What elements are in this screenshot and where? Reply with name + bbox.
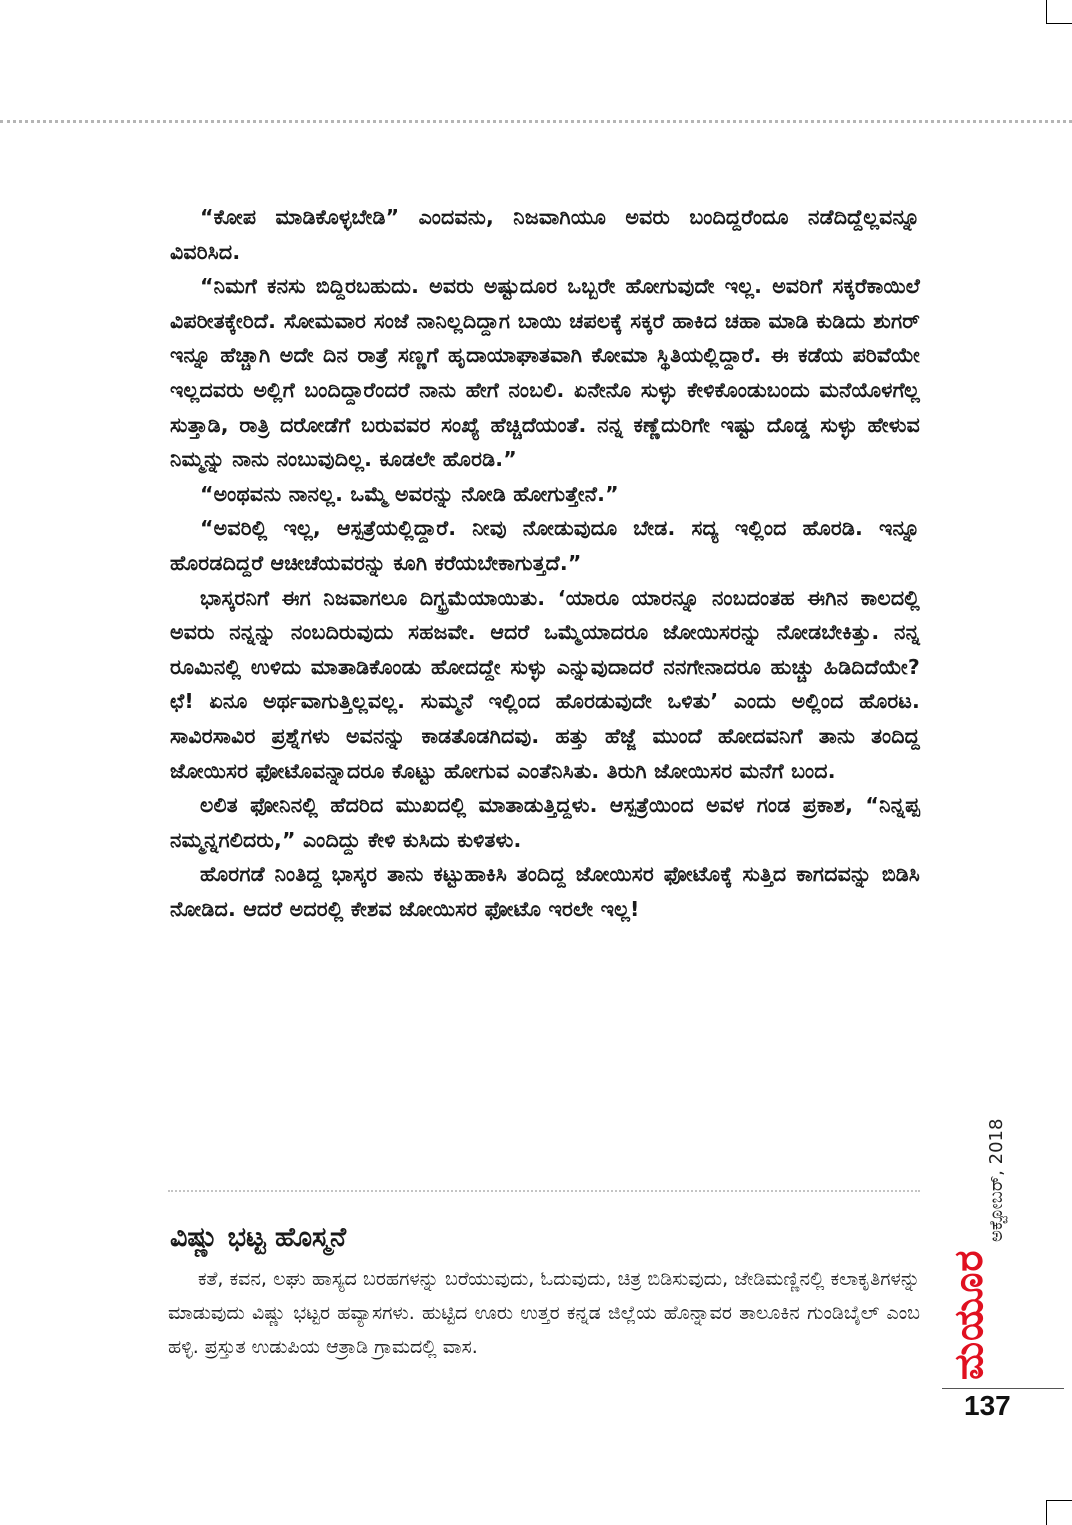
- crop-mark-top-right-h: [1046, 23, 1072, 24]
- author-bio: ಕತೆ, ಕವನ, ಲಘು ಹಾಸ್ಯದ ಬರಹಗಳನ್ನು ಬರೆಯುವುದು, ಓದುವುದು, ಚಿತ್ರ ಬಿಡಿಸುವುದು, ಜೇಡಿಮಣ್ಣಿನಲ್ಲಿ ಕಲಾಕೃತಿಗಳನ್ನು ಮಾಡುವುದು ವಿಷ್ಣು ಭಟ್ಟರ ಹವ್ಯಾಸಗಳು. ಹುಟ್ಟಿದ ಊರು ಉತ್ತರ ಕನ್ನಡ ಜಿಲ್ಲೆಯ ಹೊನ್ನಾವರ ತಾಲೂಕಿನ ಗುಂಡಿಬೈಲ್ ಎಂಬ ಹಳ್ಳಿ. ಪ್ರಸ್ತುತ ಉಡುಪಿಯ ಆತ್ರಾಡಿ ಗ್ರಾಮದಲ್ಲಿ ವಾಸ.: [168, 1268, 920, 1358]
- crop-mark-top-right: [1046, 0, 1047, 24]
- magazine-logo: ಮಯೂರ: [946, 1249, 992, 1380]
- story-paragraph: “ಅಂಥವನು ನಾನಲ್ಲ. ಒಮ್ಮೆ ಅವರನ್ನು ನೋಡಿ ಹೋಗುತ್ತೇನೆ.”: [200, 481, 619, 506]
- story-paragraph: ಹೊರಗಡೆ ನಿಂತಿದ್ದ ಭಾಸ್ಕರ ತಾನು ಕಟ್ಟುಹಾಕಿಸಿ ತಂದಿದ್ದ ಜೋಯಿಸರ ಫೋಟೊಕ್ಕೆ ಸುತ್ತಿದ ಕಾಗದವನ್ನು ಬಿಡಿಸಿ ನೋಡಿದ. ಆದರೆ ಅದರಲ್ಲಿ ಕೇಶವ ಜೋಯಿಸರ ಫೋಟೊ ಇರಲೇ ಇಲ್ಲ!: [170, 862, 920, 921]
- story-paragraph: “ಕೋಪ ಮಾಡಿಕೊಳ್ಳಬೇಡಿ” ಎಂದವನು, ನಿಜವಾಗಿಯೂ ಅವರು ಬಂದಿದ್ದರೆಂದೂ ನಡೆದಿದ್ದೆಲ್ಲವನ್ನೂ ವಿವರಿಸಿದ.: [170, 205, 920, 264]
- crop-mark-bottom-right: [1046, 1500, 1047, 1525]
- crop-mark-bottom-right-h: [1046, 1500, 1072, 1501]
- author-dotted-divider: [168, 1190, 920, 1192]
- story-paragraph: “ನಿಮಗೆ ಕನಸು ಬಿದ್ದಿರಬಹುದು. ಅವರು ಅಷ್ಟುದೂರ ಒಬ್ಬರೇ ಹೋಗುವುದೇ ಇಲ್ಲ. ಅವರಿಗೆ ಸಕ್ಕರೆಕಾಯಿಲೆ ವಿಪರೀತಕ್ಕೇರಿದೆ. ಸೋಮವಾರ ಸಂಜೆ ನಾನಿಲ್ಲದಿದ್ದಾಗ ಬಾಯಿ ಚಪಲಕ್ಕೆ ಸಕ್ಕರೆ ಹಾಕಿದ ಚಹಾ ಮಾಡಿ ಕುಡಿದು ಶುಗರ್ ಇನ್ನೂ ಹೆಚ್ಚಾಗಿ ಅದೇ ದಿನ ರಾತ್ರೆ ಸಣ್ಣಗೆ ಹೃದಾಯಾಘಾತವಾಗಿ ಕೋಮಾ ಸ್ಥಿತಿಯಲ್ಲಿದ್ದಾರೆ. ಈ ಕಡೆಯ ಪರಿವೆಯೇ ಇಲ್ಲದವರು ಅಲ್ಲಿಗೆ ಬಂದಿದ್ದಾರೆಂದರೆ ನಾನು ಹೇಗೆ ನಂಬಲಿ. ಏನೇನೊ ಸುಳ್ಳು ಕೇಳಿಕೊಂಡುಬಂದು ಮನೆಯೊಳಗೆಲ್ಲ ಸುತ್ತಾಡಿ, ರಾತ್ರಿ ದರೋಡೆಗೆ ಬರುವವರ ಸಂಖ್ಯೆ ಹೆಚ್ಚಿದೆಯಂತೆ. ನನ್ನ ಕಣ್ಣೆದುರಿಗೇ ಇಷ್ಟು ದೊಡ್ಡ ಸುಳ್ಳು ಹೇಳುವ ನಿಮ್ಮನ್ನು ನಾನು ನಂಬುವುದಿಲ್ಲ. ಕೂಡಲೇ ಹೊರಡಿ.”: [170, 274, 920, 472]
- page-number: 137: [964, 1390, 1011, 1421]
- story-paragraph: ಲಲಿತ ಫೋನಿನಲ್ಲಿ ಹೆದರಿದ ಮುಖದಲ್ಲಿ ಮಾತಾಡುತ್ತಿದ್ದಳು. ಆಸ್ಪತ್ರೆಯಿಂದ ಅವಳ ಗಂಡ ಪ್ರಕಾಶ, “ನಿನ್ನಪ್ಪ ನಮ್ಮನ್ನಗಲಿದರು,” ಎಂದಿದ್ದು ಕೇಳಿ ಕುಸಿದು ಕುಳಿತಳು.: [170, 793, 920, 852]
- author-name: ವಿಷ್ಣು ಭಟ್ಟ ಹೊಸ್ಮನೆ: [170, 1222, 347, 1253]
- page-number-rule: [942, 1388, 1064, 1389]
- story-paragraph: “ಅವರಿಲ್ಲಿ ಇಲ್ಲ, ಆಸ್ಪತ್ರೆಯಲ್ಲಿದ್ದಾರೆ. ನೀವು ನೋಡುವುದೂ ಬೇಡ. ಸದ್ಯ ಇಲ್ಲಿಂದ ಹೊರಡಿ. ಇನ್ನೂ ಹೊರಡದಿದ್ದರೆ ಆಚೀಚೆಯವರನ್ನು ಕೂಗಿ ಕರೆಯಬೇಕಾಗುತ್ತದೆ.”: [170, 516, 920, 575]
- story-paragraph: ಭಾಸ್ಕರನಿಗೆ ಈಗ ನಿಜವಾಗಲೂ ದಿಗ್ಭ್ರಮೆಯಾಯಿತು. ‘ಯಾರೂ ಯಾರನ್ನೂ ನಂಬದಂತಹ ಈಗಿನ ಕಾಲದಲ್ಲಿ ಅವರು ನನ್ನನ್ನು ನಂಬದಿರುವುದು ಸಹಜವೇ. ಆದರೆ ಒಮ್ಮೆಯಾದರೂ ಜೋಯಿಸರನ್ನು ನೋಡಬೇಕಿತ್ತು. ನನ್ನ ರೂಮಿನಲ್ಲಿ ಉಳಿದು ಮಾತಾಡಿಕೊಂಡು ಹೋದದ್ದೇ ಸುಳ್ಳು ಎನ್ನುವುದಾದರೆ ನನಗೇನಾದರೂ ಹುಚ್ಚು ಹಿಡಿದಿದೆಯೇ? ಛೆ! ಏನೂ ಅರ್ಥವಾಗುತ್ತಿಲ್ಲವಲ್ಲ. ಸುಮ್ಮನೆ ಇಲ್ಲಿಂದ ಹೊರಡುವುದೇ ಒಳಿತು’ ಎಂದು ಅಲ್ಲಿಂದ ಹೊರಟ. ಸಾವಿರಸಾವಿರ ಪ್ರಶ್ನೆಗಳು ಅವನನ್ನು ಕಾಡತೊಡಗಿದವು. ಹತ್ತು ಹೆಜ್ಜೆ ಮುಂದೆ ಹೋದವನಿಗೆ ತಾನು ತಂದಿದ್ದ ಜೋಯಿಸರ ಫೋಟೊವನ್ನಾದರೂ ಕೊಟ್ಟು ಹೋಗುವ ಎಂತೆನಿಸಿತು. ತಿರುಗಿ ಜೋಯಿಸರ ಮನೆಗೆ ಬಂದ.: [170, 585, 920, 783]
- issue-date: ಅಕ್ಟೋಬರ್, 2018: [986, 1118, 1007, 1242]
- story-body: [170, 200, 920, 926]
- top-dotted-divider: [0, 120, 1072, 123]
